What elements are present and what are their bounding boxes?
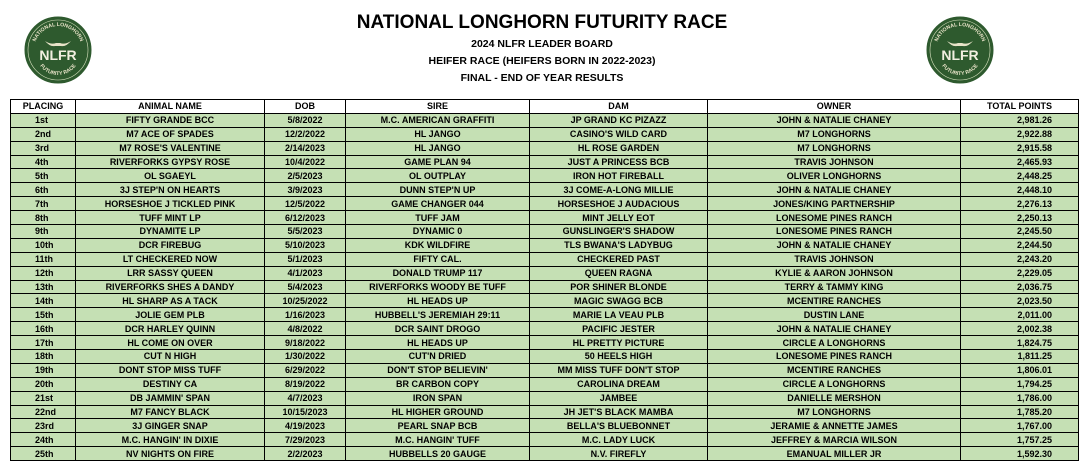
table-row bbox=[11, 197, 1079, 211]
owner-cell: TERRY & TAMMY KING bbox=[708, 280, 961, 294]
owner-cell: KYLIE & AARON JOHNSON bbox=[708, 266, 961, 280]
dob-cell: 4/19/2023 bbox=[265, 419, 346, 433]
dam-cell: QUEEN RAGNA bbox=[530, 266, 708, 280]
total-points-cell: 2,922.88 bbox=[961, 127, 1079, 141]
table-row bbox=[11, 308, 1079, 322]
dam-cell: JP GRAND KC PIZAZZ bbox=[530, 113, 708, 127]
placing-cell: 25th bbox=[11, 447, 76, 461]
dob-cell: 5/1/2023 bbox=[265, 252, 346, 266]
animal-name-cell: HL COME ON OVER bbox=[76, 336, 265, 350]
dam-cell: HL ROSE GARDEN bbox=[530, 141, 708, 155]
animal-name-cell: RIVERFORKS SHES A DANDY bbox=[76, 280, 265, 294]
total-points-cell: 1,757.25 bbox=[961, 433, 1079, 447]
sire-cell: M.C. AMERICAN GRAFFITI bbox=[346, 113, 530, 127]
svg-text:NLFR: NLFR bbox=[39, 47, 77, 63]
placing-cell: 14th bbox=[11, 294, 76, 308]
placing-cell: 23rd bbox=[11, 419, 76, 433]
dam-cell: CAROLINA DREAM bbox=[530, 377, 708, 391]
placing-cell: 19th bbox=[11, 363, 76, 377]
animal-name-cell: M7 ACE OF SPADES bbox=[76, 127, 265, 141]
owner-cell: EMANUAL MILLER JR bbox=[708, 447, 961, 461]
dam-cell: MM MISS TUFF DON'T STOP bbox=[530, 363, 708, 377]
total-points-cell: 1,767.00 bbox=[961, 419, 1079, 433]
total-points-cell: 1,592.30 bbox=[961, 447, 1079, 461]
dam-cell: 3J COME-A-LONG MILLIE bbox=[530, 183, 708, 197]
dob-cell: 2/2/2023 bbox=[265, 447, 346, 461]
sire-cell: DUNN STEP'N UP bbox=[346, 183, 530, 197]
svg-text:NATIONAL LONGHORN: NATIONAL LONGHORN bbox=[31, 21, 85, 43]
total-points-cell: 1,785.20 bbox=[961, 405, 1079, 419]
dob-cell: 4/1/2023 bbox=[265, 266, 346, 280]
column-header-total-points: TOTAL POINTS bbox=[961, 100, 1079, 114]
owner-cell: JONES/KING PARTNERSHIP bbox=[708, 197, 961, 211]
table-row bbox=[11, 127, 1079, 141]
sire-cell: GAME PLAN 94 bbox=[346, 155, 530, 169]
owner-cell: LONESOME PINES RANCH bbox=[708, 350, 961, 364]
sire-cell: DON'T STOP BELIEVIN' bbox=[346, 363, 530, 377]
dam-cell: JUST A PRINCESS BCB bbox=[530, 155, 708, 169]
owner-cell: JEFFREY & MARCIA WILSON bbox=[708, 433, 961, 447]
dob-cell: 1/30/2022 bbox=[265, 350, 346, 364]
animal-name-cell: RIVERFORKS GYPSY ROSE bbox=[76, 155, 265, 169]
owner-cell: CIRCLE A LONGHORNS bbox=[708, 336, 961, 350]
dob-cell: 10/15/2023 bbox=[265, 405, 346, 419]
dam-cell: N.V. FIREFLY bbox=[530, 447, 708, 461]
animal-name-cell: DCR FIREBUG bbox=[76, 238, 265, 252]
svg-text:NATIONAL LONGHORN: NATIONAL LONGHORN bbox=[933, 21, 987, 43]
table-row bbox=[11, 363, 1079, 377]
placing-cell: 4th bbox=[11, 155, 76, 169]
owner-cell: MCENTIRE RANCHES bbox=[708, 363, 961, 377]
table-row bbox=[11, 183, 1079, 197]
owner-cell: JOHN & NATALIE CHANEY bbox=[708, 238, 961, 252]
animal-name-cell: HL SHARP AS A TACK bbox=[76, 294, 265, 308]
dob-cell: 1/16/2023 bbox=[265, 308, 346, 322]
owner-cell: LONESOME PINES RANCH bbox=[708, 211, 961, 225]
dob-cell: 10/25/2022 bbox=[265, 294, 346, 308]
placing-cell: 2nd bbox=[11, 127, 76, 141]
sire-cell: M.C. HANGIN' TUFF bbox=[346, 433, 530, 447]
sire-cell: IRON SPAN bbox=[346, 391, 530, 405]
column-header-owner: OWNER bbox=[708, 100, 961, 114]
dam-cell: MINT JELLY EOT bbox=[530, 211, 708, 225]
svg-text:NLFR: NLFR bbox=[941, 47, 979, 63]
sire-cell: HL HIGHER GROUND bbox=[346, 405, 530, 419]
table-row bbox=[11, 405, 1079, 419]
dob-cell: 9/18/2022 bbox=[265, 336, 346, 350]
total-points-cell: 2,915.58 bbox=[961, 141, 1079, 155]
table-row bbox=[11, 238, 1079, 252]
dam-cell: 50 HEELS HIGH bbox=[530, 350, 708, 364]
placing-cell: 15th bbox=[11, 308, 76, 322]
total-points-cell: 2,023.50 bbox=[961, 294, 1079, 308]
dam-cell: TLS BWANA'S LADYBUG bbox=[530, 238, 708, 252]
sire-cell: OL OUTPLAY bbox=[346, 169, 530, 183]
dob-cell: 8/19/2022 bbox=[265, 377, 346, 391]
owner-cell: DANIELLE MERSHON bbox=[708, 391, 961, 405]
placing-cell: 18th bbox=[11, 350, 76, 364]
dam-cell: M.C. LADY LUCK bbox=[530, 433, 708, 447]
placing-cell: 20th bbox=[11, 377, 76, 391]
owner-cell: CIRCLE A LONGHORNS bbox=[708, 377, 961, 391]
placing-cell: 8th bbox=[11, 211, 76, 225]
table-row bbox=[11, 447, 1079, 461]
table-row bbox=[11, 391, 1079, 405]
dam-cell: HL PRETTY PICTURE bbox=[530, 336, 708, 350]
column-header-dob: DOB bbox=[265, 100, 346, 114]
animal-name-cell: CUT N HIGH bbox=[76, 350, 265, 364]
table-row bbox=[11, 419, 1079, 433]
placing-cell: 24th bbox=[11, 433, 76, 447]
table-row bbox=[11, 155, 1079, 169]
animal-name-cell: M7 FANCY BLACK bbox=[76, 405, 265, 419]
dam-cell: JH JET'S BLACK MAMBA bbox=[530, 405, 708, 419]
dob-cell: 7/29/2023 bbox=[265, 433, 346, 447]
table-row bbox=[11, 225, 1079, 239]
dam-cell: GUNSLINGER'S SHADOW bbox=[530, 225, 708, 239]
table-row bbox=[11, 336, 1079, 350]
owner-cell: LONESOME PINES RANCH bbox=[708, 225, 961, 239]
total-points-cell: 2,229.05 bbox=[961, 266, 1079, 280]
svg-text:FUTURITY RACE: FUTURITY RACE bbox=[940, 63, 980, 78]
placing-cell: 16th bbox=[11, 322, 76, 336]
sire-cell: PEARL SNAP BCB bbox=[346, 419, 530, 433]
owner-cell: M7 LONGHORNS bbox=[708, 127, 961, 141]
animal-name-cell: DB JAMMIN' SPAN bbox=[76, 391, 265, 405]
owner-cell: M7 LONGHORNS bbox=[708, 141, 961, 155]
dam-cell: CASINO'S WILD CARD bbox=[530, 127, 708, 141]
owner-cell: M7 LONGHORNS bbox=[708, 405, 961, 419]
placing-cell: 12th bbox=[11, 266, 76, 280]
placing-cell: 21st bbox=[11, 391, 76, 405]
owner-cell: MCENTIRE RANCHES bbox=[708, 294, 961, 308]
dam-cell: CHECKERED PAST bbox=[530, 252, 708, 266]
dob-cell: 12/2/2022 bbox=[265, 127, 346, 141]
sire-cell: DYNAMIC 0 bbox=[346, 225, 530, 239]
sire-cell: HUBBELL'S JEREMIAH 29:11 bbox=[346, 308, 530, 322]
sire-cell: HL HEADS UP bbox=[346, 336, 530, 350]
placing-cell: 9th bbox=[11, 225, 76, 239]
dam-cell: HORSESHOE J AUDACIOUS bbox=[530, 197, 708, 211]
results-subtitle: FINAL - END OF YEAR RESULTS bbox=[460, 72, 624, 84]
table-row bbox=[11, 141, 1079, 155]
page-title: NATIONAL LONGHORN FUTURITY RACE bbox=[356, 12, 728, 33]
owner-cell: OLIVER LONGHORNS bbox=[708, 169, 961, 183]
animal-name-cell: DCR HARLEY QUINN bbox=[76, 322, 265, 336]
placing-cell: 3rd bbox=[11, 141, 76, 155]
animal-name-cell: M7 ROSE'S VALENTINE bbox=[76, 141, 265, 155]
dam-cell: BELLA'S BLUEBONNET bbox=[530, 419, 708, 433]
placing-cell: 5th bbox=[11, 169, 76, 183]
table-row bbox=[11, 211, 1079, 225]
animal-name-cell: DONT STOP MISS TUFF bbox=[76, 363, 265, 377]
table-row bbox=[11, 280, 1079, 294]
table-row bbox=[11, 377, 1079, 391]
dam-cell: MAGIC SWAGG BCB bbox=[530, 294, 708, 308]
table-row bbox=[11, 169, 1079, 183]
total-points-cell: 2,243.20 bbox=[961, 252, 1079, 266]
sire-cell: DONALD TRUMP 117 bbox=[346, 266, 530, 280]
leader-board-subtitle: 2024 NLFR LEADER BOARD bbox=[471, 38, 613, 50]
sire-cell: DCR SAINT DROGO bbox=[346, 322, 530, 336]
animal-name-cell: 3J GINGER SNAP bbox=[76, 419, 265, 433]
table-row bbox=[11, 266, 1079, 280]
sire-cell: FIFTY CAL. bbox=[346, 252, 530, 266]
total-points-cell: 2,036.75 bbox=[961, 280, 1079, 294]
owner-cell: JOHN & NATALIE CHANEY bbox=[708, 322, 961, 336]
placing-cell: 17th bbox=[11, 336, 76, 350]
animal-name-cell: DYNAMITE LP bbox=[76, 225, 265, 239]
sire-cell: HL JANGO bbox=[346, 127, 530, 141]
sire-cell: KDK WILDFIRE bbox=[346, 238, 530, 252]
total-points-cell: 2,011.00 bbox=[961, 308, 1079, 322]
animal-name-cell: LRR SASSY QUEEN bbox=[76, 266, 265, 280]
sire-cell: HL JANGO bbox=[346, 141, 530, 155]
placing-cell: 6th bbox=[11, 183, 76, 197]
table-row bbox=[11, 113, 1079, 127]
total-points-cell: 1,824.75 bbox=[961, 336, 1079, 350]
table-row bbox=[11, 294, 1079, 308]
dob-cell: 2/14/2023 bbox=[265, 141, 346, 155]
total-points-cell: 2,002.38 bbox=[961, 322, 1079, 336]
dob-cell: 4/7/2023 bbox=[265, 391, 346, 405]
table-row bbox=[11, 252, 1079, 266]
placing-cell: 1st bbox=[11, 113, 76, 127]
total-points-cell: 1,794.25 bbox=[961, 377, 1079, 391]
animal-name-cell: NV NIGHTS ON FIRE bbox=[76, 447, 265, 461]
dam-cell: PACIFIC JESTER bbox=[530, 322, 708, 336]
animal-name-cell: DESTINY CA bbox=[76, 377, 265, 391]
owner-cell: JOHN & NATALIE CHANEY bbox=[708, 183, 961, 197]
dob-cell: 6/29/2022 bbox=[265, 363, 346, 377]
dob-cell: 10/4/2022 bbox=[265, 155, 346, 169]
owner-cell: DUSTIN LANE bbox=[708, 308, 961, 322]
total-points-cell: 1,786.00 bbox=[961, 391, 1079, 405]
animal-name-cell: JOLIE GEM PLB bbox=[76, 308, 265, 322]
column-header-dam: DAM bbox=[530, 100, 708, 114]
total-points-cell: 2,981.26 bbox=[961, 113, 1079, 127]
dam-cell: MARIE LA VEAU PLB bbox=[530, 308, 708, 322]
total-points-cell: 1,811.25 bbox=[961, 350, 1079, 364]
dob-cell: 5/4/2023 bbox=[265, 280, 346, 294]
dam-cell: POR SHINER BLONDE bbox=[530, 280, 708, 294]
sire-cell: RIVERFORKS WOODY BE TUFF bbox=[346, 280, 530, 294]
svg-text:FUTURITY RACE: FUTURITY RACE bbox=[38, 63, 78, 78]
dob-cell: 12/5/2022 bbox=[265, 197, 346, 211]
sire-cell: TUFF JAM bbox=[346, 211, 530, 225]
sire-cell: HUBBELLS 20 GAUGE bbox=[346, 447, 530, 461]
dob-cell: 5/10/2023 bbox=[265, 238, 346, 252]
total-points-cell: 2,448.25 bbox=[961, 169, 1079, 183]
dam-cell: IRON HOT FIREBALL bbox=[530, 169, 708, 183]
placing-cell: 11th bbox=[11, 252, 76, 266]
animal-name-cell: TUFF MINT LP bbox=[76, 211, 265, 225]
dob-cell: 4/8/2022 bbox=[265, 322, 346, 336]
animal-name-cell: 3J STEP'N ON HEARTS bbox=[76, 183, 265, 197]
placing-cell: 7th bbox=[11, 197, 76, 211]
animal-name-cell: LT CHECKERED NOW bbox=[76, 252, 265, 266]
sire-cell: GAME CHANGER 044 bbox=[346, 197, 530, 211]
animal-name-cell: M.C. HANGIN' IN DIXIE bbox=[76, 433, 265, 447]
dob-cell: 2/5/2023 bbox=[265, 169, 346, 183]
placing-cell: 22nd bbox=[11, 405, 76, 419]
total-points-cell: 2,245.50 bbox=[961, 225, 1079, 239]
animal-name-cell: HORSESHOE J TICKLED PINK bbox=[76, 197, 265, 211]
dob-cell: 5/5/2023 bbox=[265, 225, 346, 239]
animal-name-cell: FIFTY GRANDE BCC bbox=[76, 113, 265, 127]
table-row bbox=[11, 322, 1079, 336]
dob-cell: 5/8/2022 bbox=[265, 113, 346, 127]
owner-cell: TRAVIS JOHNSON bbox=[708, 252, 961, 266]
sire-cell: HL HEADS UP bbox=[346, 294, 530, 308]
total-points-cell: 1,806.01 bbox=[961, 363, 1079, 377]
column-header-sire: SIRE bbox=[346, 100, 530, 114]
sire-cell: CUT'N DRIED bbox=[346, 350, 530, 364]
dob-cell: 3/9/2023 bbox=[265, 183, 346, 197]
column-header-placing: PLACING bbox=[11, 100, 76, 114]
dam-cell: JAMBEE bbox=[530, 391, 708, 405]
animal-name-cell: OL SGAEYL bbox=[76, 169, 265, 183]
placing-cell: 13th bbox=[11, 280, 76, 294]
dob-cell: 6/12/2023 bbox=[265, 211, 346, 225]
total-points-cell: 2,250.13 bbox=[961, 211, 1079, 225]
owner-cell: JERAMIE & ANNETTE JAMES bbox=[708, 419, 961, 433]
table-header-row bbox=[11, 100, 1079, 114]
total-points-cell: 2,244.50 bbox=[961, 238, 1079, 252]
owner-cell: JOHN & NATALIE CHANEY bbox=[708, 113, 961, 127]
column-header-animal-name: ANIMAL NAME bbox=[76, 100, 265, 114]
total-points-cell: 2,465.93 bbox=[961, 155, 1079, 169]
placing-cell: 10th bbox=[11, 238, 76, 252]
sire-cell: BR CARBON COPY bbox=[346, 377, 530, 391]
leader-board-table bbox=[10, 99, 1079, 461]
owner-cell: TRAVIS JOHNSON bbox=[708, 155, 961, 169]
total-points-cell: 2,448.10 bbox=[961, 183, 1079, 197]
total-points-cell: 2,276.13 bbox=[961, 197, 1079, 211]
table-row bbox=[11, 433, 1079, 447]
table-row bbox=[11, 350, 1079, 364]
race-subtitle: HEIFER RACE (HEIFERS BORN IN 2022-2023) bbox=[428, 55, 656, 67]
